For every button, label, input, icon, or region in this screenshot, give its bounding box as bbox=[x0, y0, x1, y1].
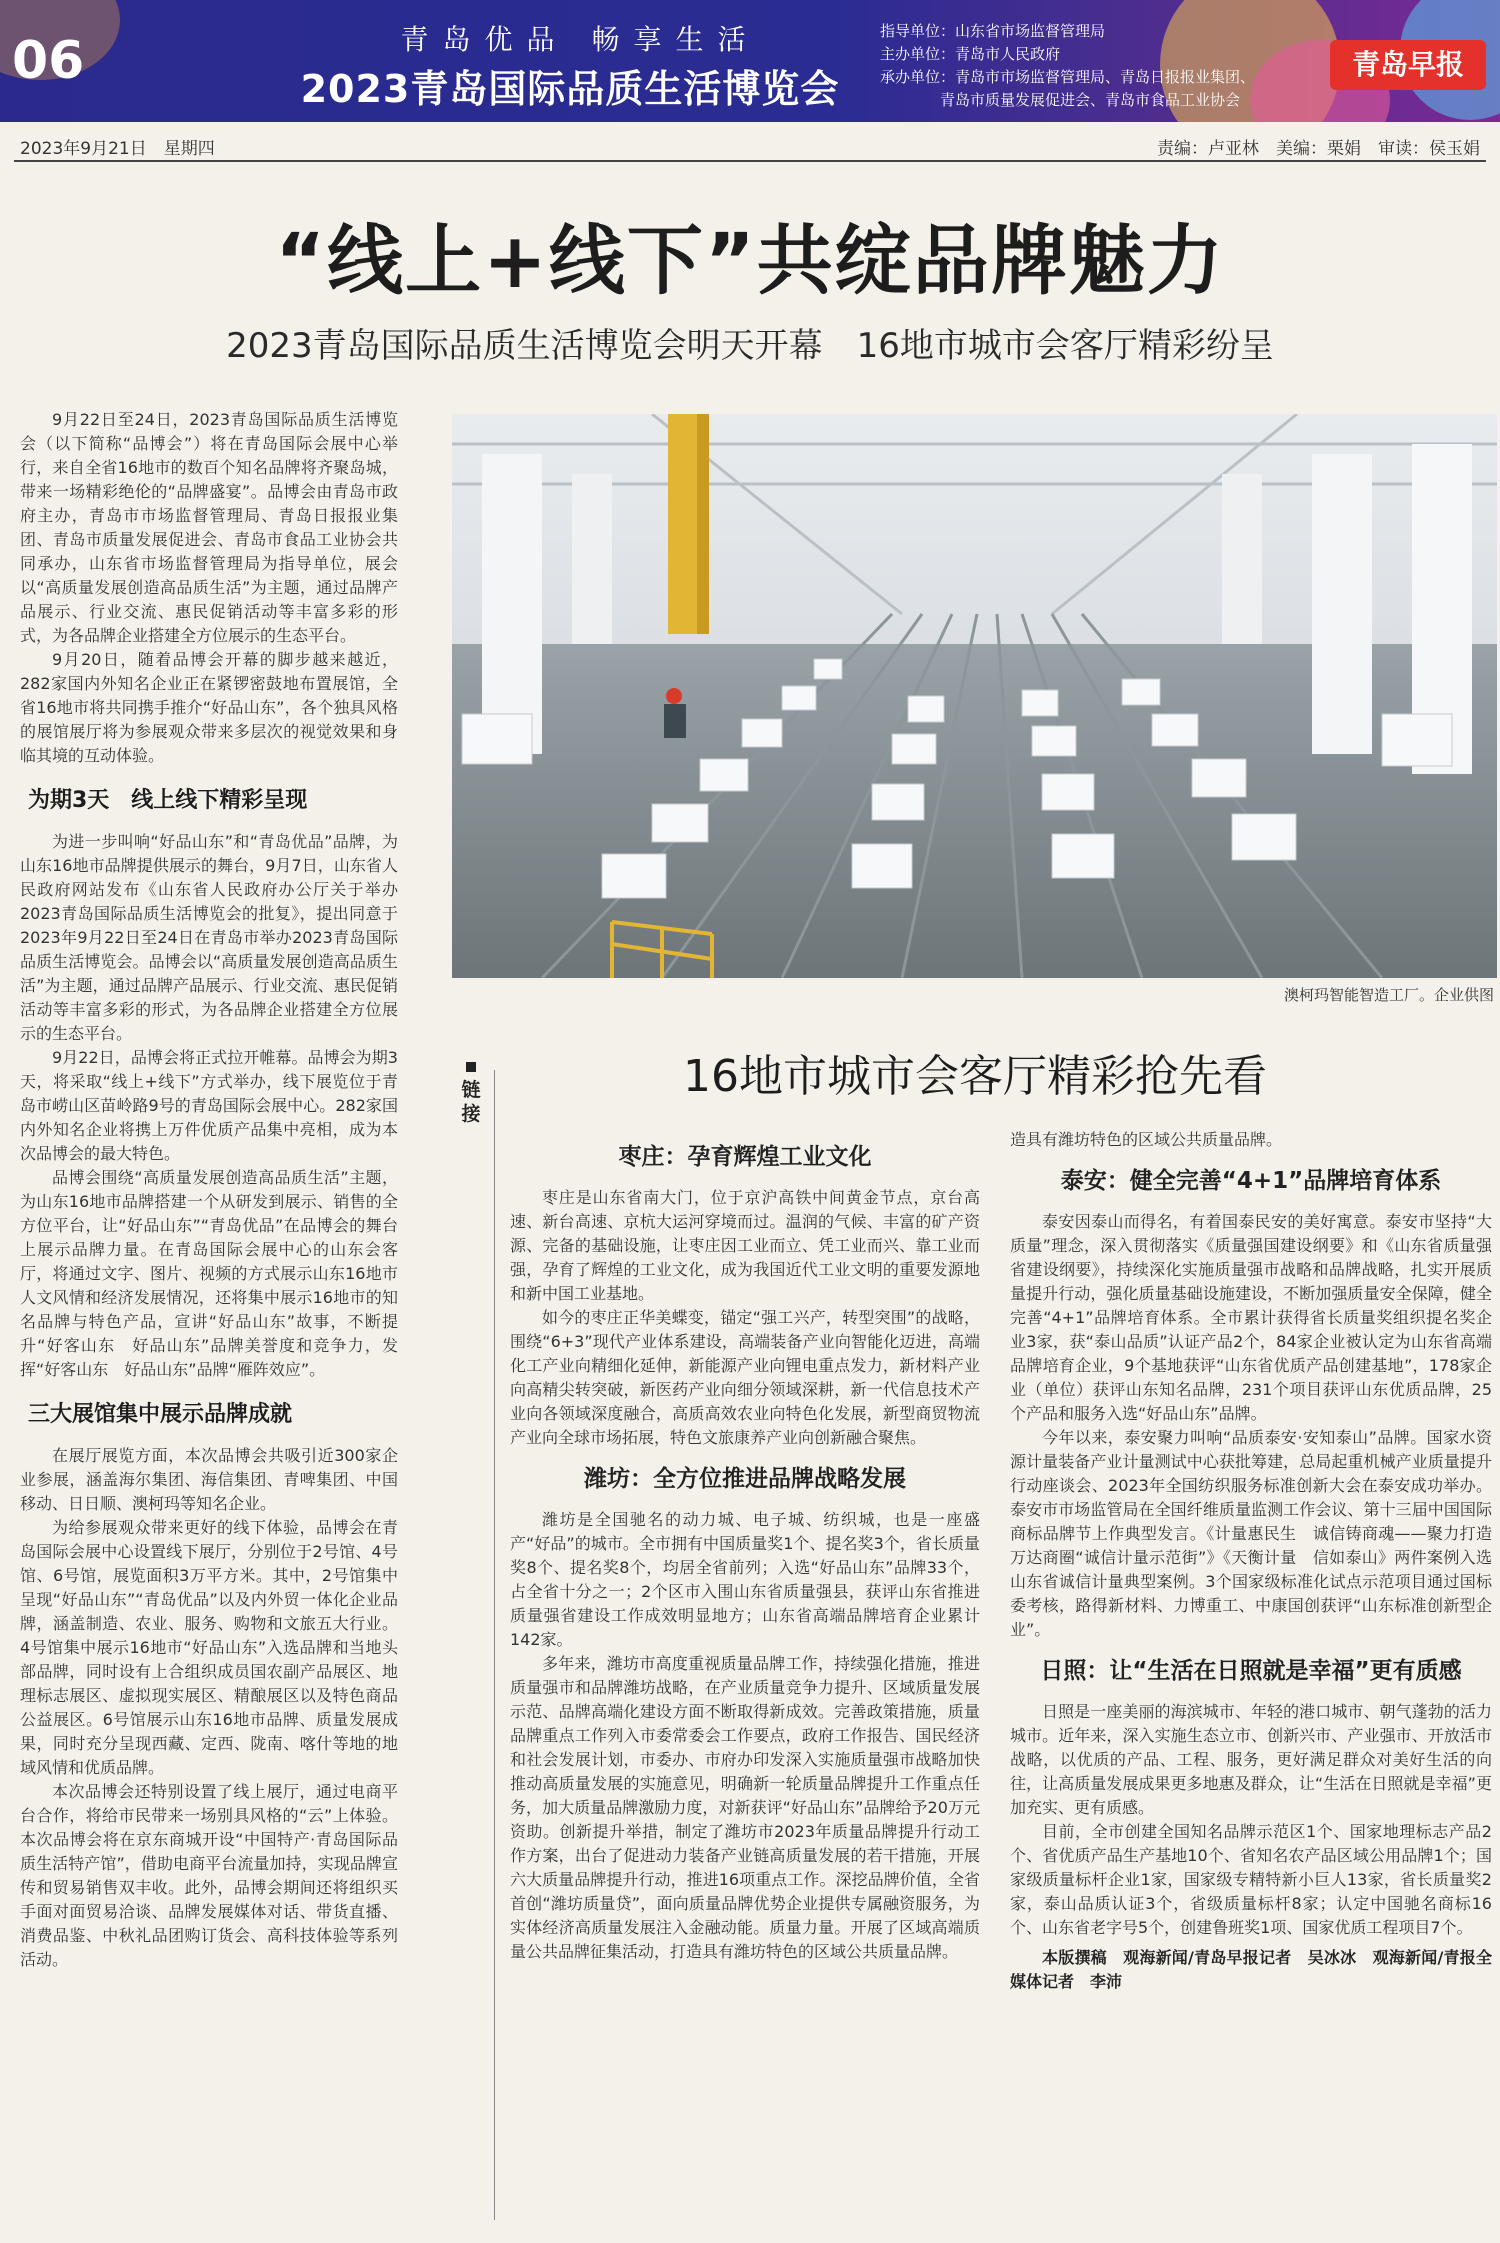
host-unit: 主办单位：青岛市人民政府 bbox=[880, 45, 1061, 63]
factory-photo bbox=[452, 414, 1497, 978]
body-paragraph: 泰安因泰山而得名，有着国泰民安的美好寓意。泰安市坚持“大质量”理念，深入贯彻落实《质量强国建设纲要》和《山东省质量强省建设纲要》，持续深化实施质量强市战略和品牌战略，扎实开展质量提升行动，强化质量基础设施建设，不断加强质量安全保障，健全完善“4+1”品牌培育体系。全市累计获得省长质量奖组织提名奖企业3家，获“泰山品质”认证产品2个，84家企业被认定为山东省高端品牌培育企业，9个基地获评“山东省优质产品创建基地”，178家企业（单位）获评山东知名品牌，231个项目获评山东优质品牌，25个产品和服务入选“好品山东”品牌。 bbox=[1010, 1212, 1492, 1423]
page-subheadline: 2023青岛国际品质生活博览会明天开幕 16地市城市会客厅精彩纷呈 bbox=[226, 326, 1274, 366]
city-head-taian: 泰安：健全完善“4+1”品牌培育体系 bbox=[1060, 1168, 1442, 1194]
intro-paragraph: 9月22日至24日，2023青岛国际品质生活博览会（以下简称“品博会”）将在青岛国际会展中心举行，来自全省16地市的数百个知名品牌将齐聚岛城，带来一场精彩绝伦的“品牌盛宴”。品博会由青岛市政府主办，青岛市市场监督管理局、青岛日报报业集团、青岛市质量发展促进会、青岛市食品工业协会共同承办，山东省市场监督管理局为指导单位，展会以“高质量发展创造高品质生活”为主题，通过品牌产品展示、行业交流、惠民促销活动等丰富多彩的形式，为各品牌企业搭建全方位展示的生态平台。 bbox=[20, 410, 398, 645]
body-paragraph: 枣庄是山东省南大门，位于京沪高铁中间黄金节点，京台高速、新台高速、京杭大运河穿境而过。温润的气候、丰富的矿产资源、完备的基础设施，让枣庄因工业而立、凭工业而兴、靠工业而强，孕育了辉煌的工业文化，成为我国近代工业文明的重要发源地和新中国工业基地。 bbox=[510, 1188, 980, 1303]
banner-slogan: 青岛优品 畅享生活 bbox=[400, 23, 760, 56]
page-number: 06 bbox=[12, 31, 85, 91]
guide-unit: 指导单位：山东省市场监督管理局 bbox=[880, 22, 1106, 40]
body-paragraph: 9月22日，品博会将正式拉开帷幕。品博会为期3天，将采取“线上+线下”方式举办，线下展览位于青岛市崂山区苗岭路9号的青岛国际会展中心。282家国内外知名企业将携上万件优质产品集中亮相，成为本次品博会的最大特色。 bbox=[20, 1048, 398, 1163]
body-paragraph: 品博会围绕“高质量发展创造高品质生活”主题，为山东16地市品牌搭建一个从研发到展示、销售的全方位平台，让“好品山东”“青岛优品”在品博会的舞台上展示品牌力量。在青岛国际会展中心的山东会客厅，将通过文字、图片、视频的方式展示山东16地市人文风情和经济发展情况，还将集中展示16地市的知名品牌与特色产品，宣讲“好品山东”故事，不断提升“好客山东 好品山东”品牌美誉度和竞争力，发挥“好客山东 好品山东”品牌“雁阵效应”。 bbox=[20, 1168, 398, 1379]
photo-caption: 澳柯玛智能智造工厂。企业供图 bbox=[1283, 986, 1494, 1004]
city-head-weifang: 潍坊：全方位推进品牌战略发展 bbox=[584, 1466, 906, 1492]
continued-paragraph: 造具有潍坊特色的区域公共质量品牌。 bbox=[1010, 1130, 1283, 1149]
body-paragraph: 如今的枣庄正华美蝶变，锚定“强工兴产，转型突围”的战略，围绕“6+3”现代产业体系建设，高端装备产业向智能化迈进，高端化工产业向精细化延伸，新能源产业向锂电重点发力，新材料产业向高精尖转突破，新医药产业向细分领域深耕，新一代信息技术产业向各领域深度融合，高质高效农业向特色化发展，新型商贸物流产业向全球市场拓展，特色文旅康养产业向创新融合聚焦。 bbox=[510, 1308, 980, 1447]
subhead-online-offline: 为期3天 线上线下精彩呈现 bbox=[28, 788, 308, 813]
body-paragraph: 在展厅展览方面，本次品博会共吸引近300家企业参展，涵盖海尔集团、海信集团、青啤集团、中国移动、日日顺、澳柯玛等知名企业。 bbox=[20, 1446, 398, 1513]
organizer-line-2: 青岛市质量发展促进会、青岛市食品工业协会 bbox=[940, 91, 1241, 109]
city-head-rizhao: 日照：让“生活在日照就是幸福”更有质感 bbox=[1040, 1658, 1462, 1684]
link-label-text: 链接 bbox=[461, 1079, 481, 1125]
organizer-line-1: 承办单位：青岛市市场监督管理局、青岛日报报业集团、 bbox=[880, 68, 1256, 86]
section-title: 16地市城市会客厅精彩抢先看 bbox=[683, 1051, 1267, 1102]
header-divider bbox=[14, 160, 1486, 162]
byline: 本版撰稿 观海新闻/青岛早报记者 吴冰冰 观海新闻/青报全媒体记者 李沛 bbox=[1010, 1948, 1492, 1991]
body-paragraph: 本次品博会还特别设置了线上展厅，通过电商平台合作，将给市民带来一场别具风格的“云”上体验。本次品博会将在京东商城开设“中国特产·青岛国际品质生活特产馆”，借助电商平台流量加持，实现品牌宣传和贸易销售双丰收。此外，品博会期间还将组织买手面对面贸易洽谈、品牌发展媒体对话、带货直播、消费品鉴、中秋礼品团购订货会、高科技体验等系列活动。 bbox=[20, 1782, 398, 1969]
intro-paragraph: 9月20日，随着品博会开幕的脚步越来越近，282家国内外知名企业正在紧锣密鼓地布置展馆，全省16地市将共同携手推介“好品山东”，各个独具风格的展馆展厅将为参展观众带来多层次的视觉效果和身临其境的互动体验。 bbox=[20, 650, 398, 765]
masthead-banner bbox=[0, 0, 1500, 122]
body-paragraph: 今年以来，泰安聚力叫响“品质泰安·安知泰山”品牌。国家水资源计量装备产业计量测试中心获批筹建，总局起重机械产业质量提升行动座谈会、2023年全国纺织服务标准创新大会在泰安成功举办。泰安市市场监管局在全国纤维质量监测工作会议、第十三届中国国际商标品牌节上作典型发言。《计量惠民生 诚信铸商魂——聚力打造万达商圈“诚信计量示范街”》《天衡计量 信如泰山》两件案例入选山东省诚信计量典型案例。3个国家级标准化试点示范项目通过国标委考核，路得新材料、力博重工、中康国创获评“山东标准创新型企业”。 bbox=[1010, 1428, 1492, 1639]
factory-illustration-icon bbox=[452, 414, 1497, 978]
organizer-block bbox=[880, 20, 1310, 112]
body-paragraph: 为给参展观众带来更好的线下体验，品博会在青岛国际会展中心设置线下展厅，分别位于2号馆、4号馆、6号馆，展览面积3万平方米。其中，2号馆集中呈现“好品山东”“青岛优品”以及内外贸一体化企业品牌，涵盖制造、农业、服务、购物和文旅五大行业。4号馆集中展示16地市“好品山东”入选品牌和当地头部品牌，同时设有上合组织成员国农副产品展区、地理标志展区、虚拟现实展区、精酿展区以及特色商品公益展区。6号馆展示山东16地市品牌、质量发展成果，同时充分呈现西藏、定西、陇南、喀什等地的地域风情和优质品牌。 bbox=[20, 1518, 398, 1777]
body-paragraph: 日照是一座美丽的海滨城市、年轻的港口城市、朝气蓬勃的活力城市。近年来，深入实施生态立市、创新兴市、产业强市、开放活市战略，以优质的产品、工程、服务，更好满足群众对美好生活的向往，让高质量发展成果更多地惠及群众，让“生活在日照就是幸福”更加充实、更有质感。 bbox=[1010, 1702, 1492, 1817]
editor-credits: 责编：卢亚林 美编：栗娟 审读：侯玉娟 bbox=[1157, 139, 1480, 159]
body-paragraph: 多年来，潍坊市高度重视质量品牌工作，持续强化措施，推进质量强市和品牌潍坊战略，在产业质量竞争力提升、区域质量发展示范、品牌高端化建设方面不断取得新成效。完善政策措施，质量品牌重点工作列入市委常委会工作要点，政府工作报告、国民经济和社会发展计划，市委办、市府办印发深入实施质量强市战略加快推动高质量发展的实施意见，明确新一轮质量品牌提升工作重点任务，加大质量品牌激励力度，对新获评“好品山东”品牌给予20万元资助。创新提升举措，制定了潍坊市2023年质量品牌提升行动工作方案，出台了促进动力装备产业链高质量发展的若干措施，开展六大质量品牌提升行动，推进16项重点工作。深挖品牌价值，全省首创“潍坊质量贷”，面向质量品牌优势企业提供专属融资服务，为实体经济高质量发展注入金融动能。质量力量。开展了区域高端质量公共品牌征集活动，打造具有潍坊特色的区域公共质量品牌。 bbox=[510, 1654, 980, 1961]
column-divider bbox=[494, 1070, 495, 2220]
body-paragraph: 目前，全市创建全国知名品牌示范区1个、国家地理标志产品2个、省优质产品生产基地10个、省知名农产品区域公用品牌1个；国家级质量标杆企业1家，国家级专精特新小巨人13家，省长质量奖2家，泰山品质认证3个，省级质量标杆8家；认定中国驰名商标16个、山东省老字号5个，创建鲁班奖1项、国家优质工程项目7个。 bbox=[1010, 1822, 1492, 1937]
right-article-column bbox=[1010, 1128, 1492, 2238]
newspaper-logo: 青岛早报 bbox=[1330, 40, 1486, 90]
page-headline: “线上+线下”共绽品牌魅力 bbox=[275, 216, 1225, 305]
subhead-three-halls: 三大展馆集中展示品牌成就 bbox=[28, 1402, 293, 1427]
issue-date: 2023年9月21日 星期四 bbox=[20, 139, 215, 159]
city-head-zaozhuang: 枣庄：孕育辉煌工业文化 bbox=[618, 1144, 872, 1170]
left-article-column bbox=[20, 408, 398, 2238]
body-paragraph: 为进一步叫响“好品山东”和“青岛优品”品牌，为山东16地市品牌提供展示的舞台，9月7日，山东省人民政府网站发布《山东省人民政府办公厅关于举办2023青岛国际品质生活博览会的批复》，提出同意于2023年9月22日至24日在青岛市举办2023青岛国际品质生活博览会。品博会以“高质量发展创造高品质生活”为主题，通过品牌产品展示、行业交流、惠民促销活动等丰富多彩的形式，为各品牌企业搭建全方位展示的生态平台。 bbox=[20, 832, 398, 1043]
body-paragraph: 潍坊是全国驰名的动力城、电子城、纺织城，也是一座盛产“好品”的城市。全市拥有中国质量奖1个、提名奖3个，省长质量奖8个、提名奖8个，均居全省前列；入选“好品山东”品牌33个，占全省十分之一；2个区市入围山东省质量强县，获评山东省推进质量强省建设工作成效明显地方；山东省高端品牌培育企业累计142家。 bbox=[510, 1510, 980, 1649]
expo-title: 2023青岛国际品质生活博览会 bbox=[300, 67, 840, 111]
middle-article-column bbox=[510, 1128, 980, 2238]
